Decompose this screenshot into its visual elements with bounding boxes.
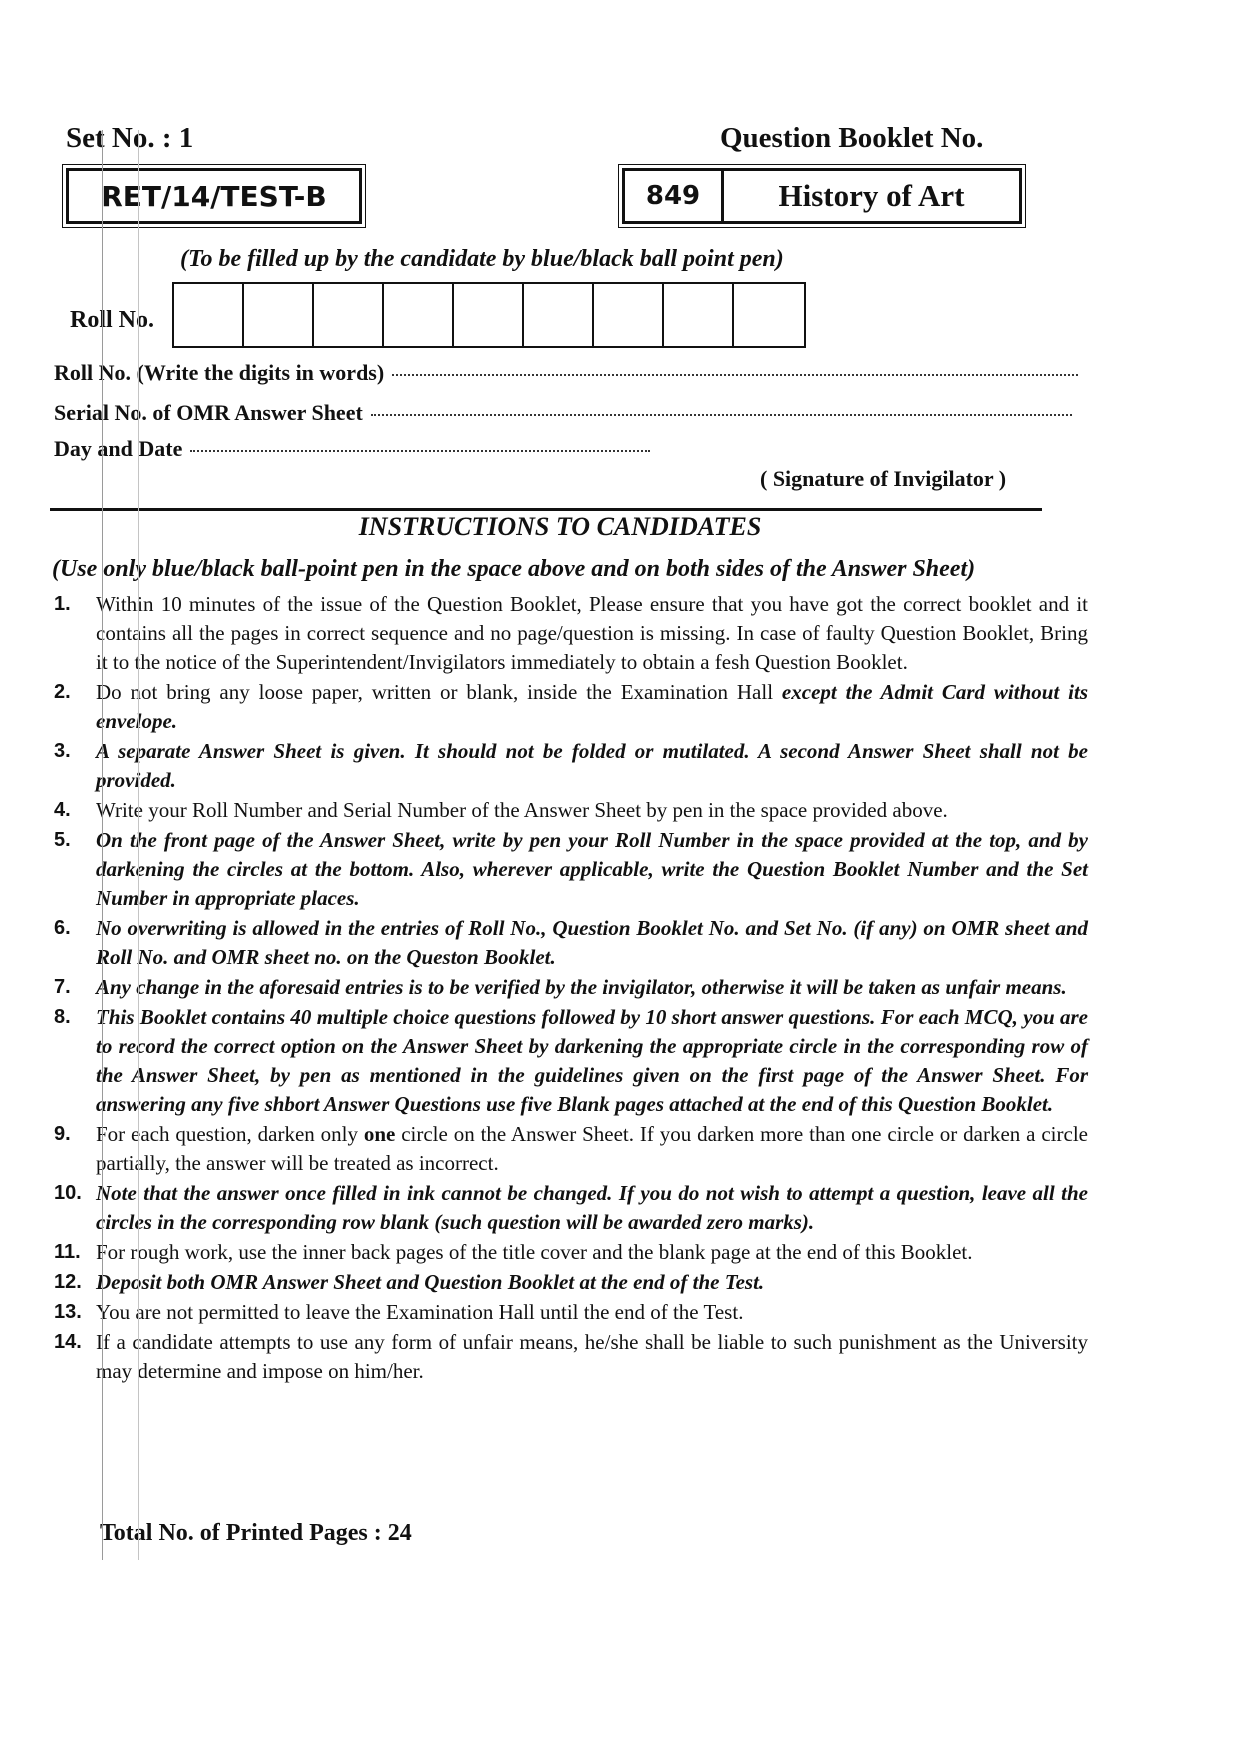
- fill-note: (To be filled up by the candidate by blue/black ball point pen): [180, 246, 784, 272]
- instruction-item: [54, 1268, 1088, 1297]
- instruction-text: For each question, darken only one circle on the Answer Sheet. If you darken more than one circle or darken a circle partially, the answer will be treated as incorrect.: [96, 1122, 1088, 1175]
- instruction-text: This Booklet contains 40 multiple choice questions followed by 10 short answer questions. For each MCQ, you are to record the correct option on the Answer Sheet by darkening the appropriate circle in the corresponding row of the Answer Sheet, by pen as mentioned in the guidelines given on the first page of the Answer Sheet. For answering any five shbort Answer Questions use five Blank pages attached at the end of this Question Booklet.: [96, 1005, 1088, 1116]
- instruction-text: Do not bring any loose paper, written or blank, inside the Examination Hall except the Admit Card without its envelope.: [96, 680, 1088, 733]
- instruction-item: [54, 1179, 1088, 1237]
- instruction-number: 2.: [54, 681, 71, 703]
- instruction-item: [54, 1003, 1088, 1119]
- test-code: RET/14/TEST-B: [66, 168, 362, 224]
- instruction-text: A separate Answer Sheet is given. It should not be folded or mutilated. A second Answer Sheet shall not be provided.: [96, 739, 1088, 792]
- instructions-subtitle: (Use only blue/black ball-point pen in the space above and on both sides of the Answer Sheet): [52, 556, 976, 582]
- instruction-item: [54, 590, 1088, 677]
- instruction-item: [54, 826, 1088, 913]
- roll-words-dotted-line[interactable]: [392, 373, 1078, 376]
- roll-digit-box[interactable]: [174, 284, 244, 346]
- roll-digit-box[interactable]: [524, 284, 594, 346]
- instruction-text: Write your Roll Number and Serial Number of the Answer Sheet by pen in the space provided above.: [96, 798, 948, 822]
- instruction-text: If a candidate attempts to use any form of unfair means, he/she shall be liable to such punishment as the University may determine and impose on him/her.: [96, 1330, 1088, 1383]
- instruction-text: You are not permitted to leave the Examination Hall until the end of the Test.: [96, 1300, 744, 1324]
- instruction-item: [54, 1238, 1088, 1267]
- scan-fold-line: [102, 130, 103, 1560]
- instructions-list: [54, 590, 1088, 1387]
- roll-digit-box[interactable]: [384, 284, 454, 346]
- instruction-item: [54, 1328, 1088, 1386]
- instruction-number: 1.: [54, 593, 71, 615]
- booklet-box: [622, 168, 1022, 224]
- instruction-item: [54, 914, 1088, 972]
- instruction-number: 9.: [54, 1123, 71, 1145]
- instruction-item: [54, 678, 1088, 736]
- set-number: Set No. : 1: [66, 122, 194, 154]
- instruction-item: [54, 973, 1088, 1002]
- instruction-text: Note that the answer once filled in ink cannot be changed. If you do not wish to attempt a question, leave all the circles in the corresponding row blank (such question will be awarded zero marks).: [96, 1181, 1088, 1234]
- booklet-number: 849: [625, 171, 724, 221]
- roll-digit-box[interactable]: [664, 284, 734, 346]
- roll-digit-box[interactable]: [244, 284, 314, 346]
- roll-words-label: Roll No. (Write the digits in words): [54, 360, 385, 385]
- roll-digit-box[interactable]: [314, 284, 384, 346]
- roll-digit-box[interactable]: [594, 284, 664, 346]
- invigilator-signature-label: ( Signature of Invigilator ): [760, 466, 1007, 491]
- instruction-text: For rough work, use the inner back pages of the title cover and the blank page at the end of this Booklet.: [96, 1240, 973, 1264]
- instruction-text: Within 10 minutes of the issue of the Question Booklet, Please ensure that you have got the correct booklet and it contains all the pages in correct sequence and no page/question is missing. In case of faulty Question Booklet, Bring it to the notice of the Superintendent/Invigilators immediately to obtain a fesh Question Booklet.: [96, 592, 1088, 674]
- instruction-number: 3.: [54, 740, 71, 762]
- instruction-item: [54, 1120, 1088, 1178]
- roll-digit-box[interactable]: [454, 284, 524, 346]
- instruction-text: Any change in the aforesaid entries is to be verified by the invigilator, otherwise it will be taken as unfair means.: [96, 975, 1067, 999]
- divider: [50, 508, 1042, 511]
- instruction-number: 10.: [54, 1182, 82, 1204]
- instruction-number: 13.: [54, 1301, 82, 1323]
- total-printed-pages: Total No. of Printed Pages : 24: [100, 1520, 412, 1546]
- instruction-number: 11.: [54, 1241, 81, 1263]
- booklet-subject: History of Art: [778, 178, 965, 213]
- day-date-dotted-line[interactable]: [190, 449, 650, 452]
- instruction-text: No overwriting is allowed in the entries of Roll No., Question Booklet No. and Set No. (if any) on OMR sheet and Roll No. and OMR sheet no. on the Queston Booklet.: [96, 916, 1088, 969]
- instruction-number: 7.: [54, 976, 71, 998]
- instruction-number: 6.: [54, 917, 71, 939]
- instruction-item: [54, 1298, 1088, 1327]
- instruction-number: 5.: [54, 829, 71, 851]
- omr-serial-label: Serial No. of OMR Answer Sheet: [54, 400, 363, 425]
- instruction-number: 14.: [54, 1331, 82, 1353]
- instruction-text: On the front page of the Answer Sheet, write by pen your Roll Number in the space provided at the top, and by darkening the circles at the bottom. Also, wherever applicable, write the Question Booklet Number and the Set Number in appropriate places.: [96, 828, 1088, 910]
- instruction-number: 12.: [54, 1271, 82, 1293]
- instruction-text: Deposit both OMR Answer Sheet and Question Booklet at the end of the Test.: [96, 1270, 765, 1294]
- day-date-field[interactable]: [54, 436, 650, 462]
- roll-number-boxes[interactable]: [172, 282, 806, 348]
- roll-digit-box[interactable]: [734, 284, 804, 346]
- instruction-item: [54, 796, 1088, 825]
- instruction-item: [54, 737, 1088, 795]
- omr-serial-dotted-line[interactable]: [371, 413, 1072, 416]
- roll-number-label: Roll No.: [70, 307, 154, 333]
- omr-serial-field[interactable]: [54, 400, 1072, 426]
- instructions-title: INSTRUCTIONS TO CANDIDATES: [358, 512, 762, 541]
- day-date-label: Day and Date: [54, 436, 183, 461]
- roll-words-field[interactable]: [54, 360, 1078, 386]
- question-booklet-label: Question Booklet No.: [720, 122, 984, 154]
- instruction-number: 4.: [54, 799, 71, 821]
- scan-fold-line: [138, 130, 139, 1560]
- instruction-number: 8.: [54, 1006, 71, 1028]
